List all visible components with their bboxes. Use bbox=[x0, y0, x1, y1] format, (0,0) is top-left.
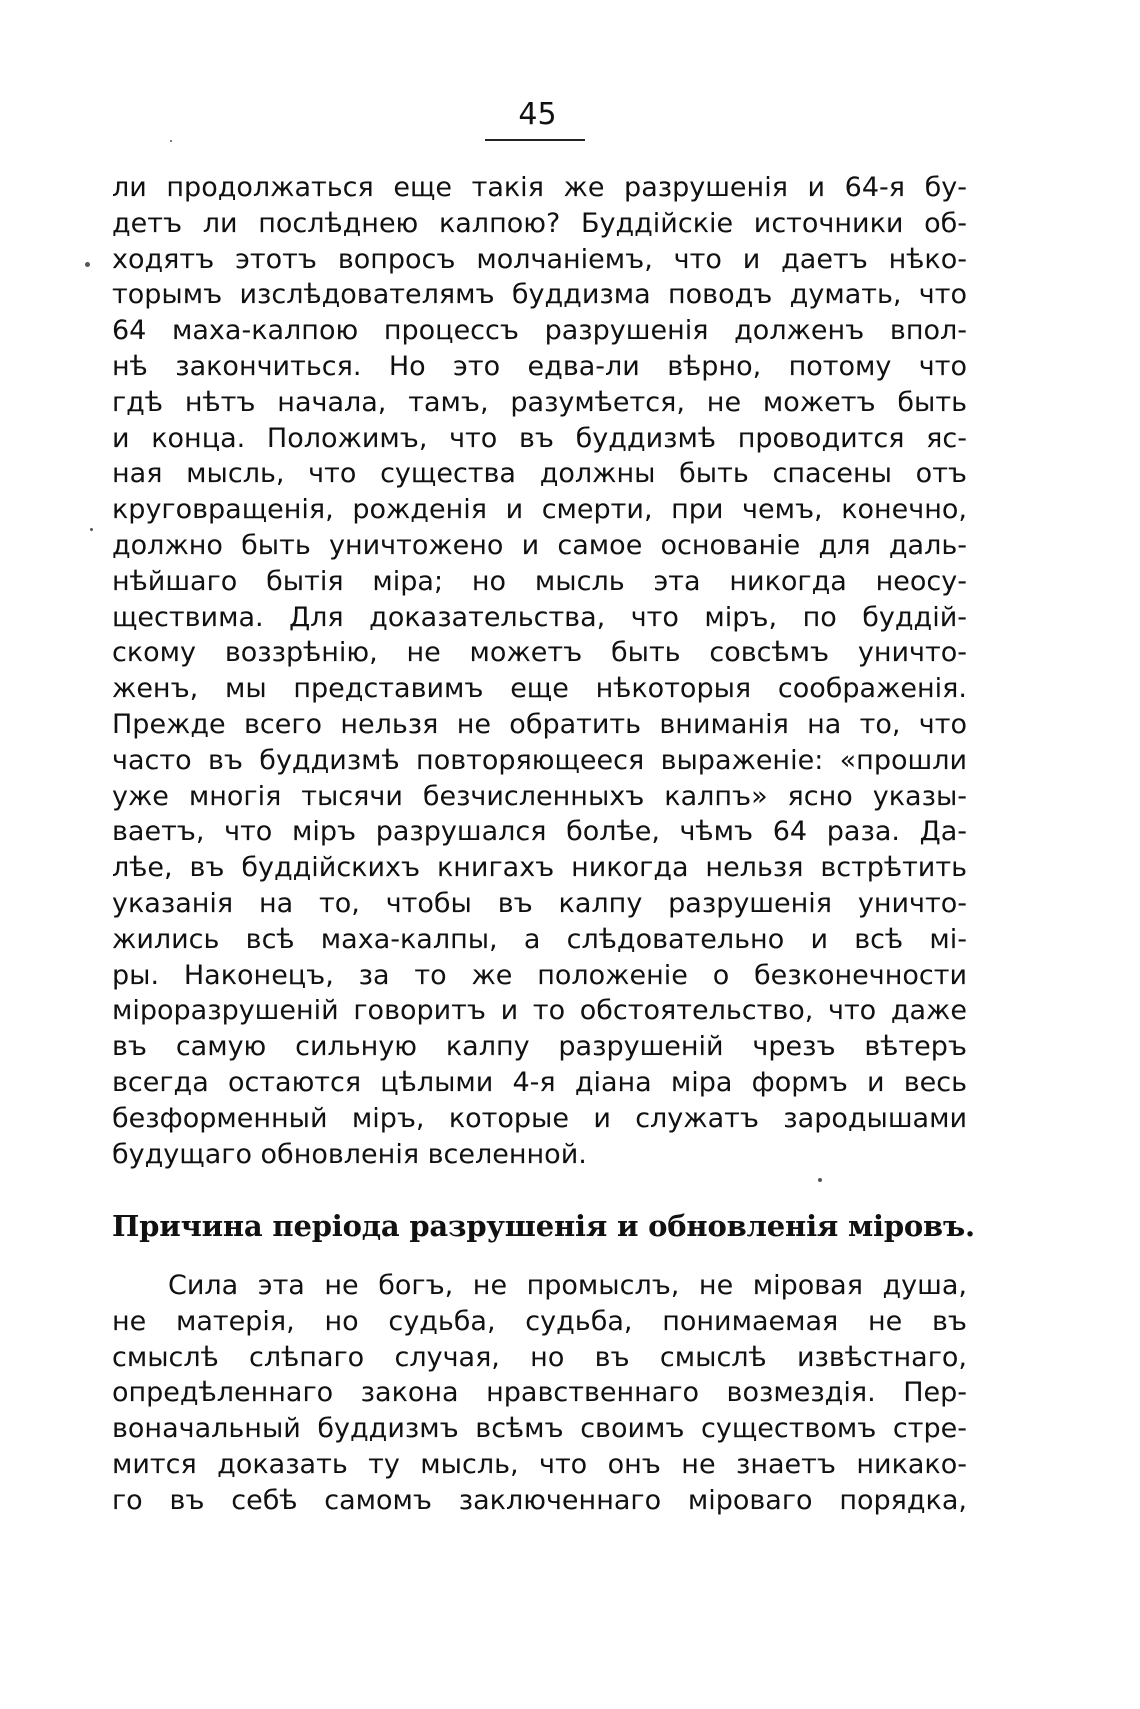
text-line: лѣе, въ буддійскихъ книгахъ никогда нельзя встрѣтить bbox=[112, 852, 967, 884]
text-line: всегда остаются цѣлыми 4-я діана міра формъ и весь bbox=[112, 1066, 967, 1098]
text-line: міроразрушеній говоритъ и то обстоятельство, что даже bbox=[112, 995, 967, 1027]
text-line: должно быть уничтожено и самое основаніе для даль- bbox=[112, 529, 967, 561]
text-line: въ самую сильную калпу разрушеній чрезъ вѣтеръ bbox=[112, 1031, 967, 1063]
text-line: скому воззрѣнію, не можетъ быть совсѣмъ уничто- bbox=[112, 637, 967, 669]
text-line: 64 маха-калпою процессъ разрушенія долженъ впол- bbox=[112, 315, 967, 347]
text-line: женъ, мы представимъ еще нѣкоторыя соображенія. bbox=[112, 673, 967, 705]
text-line: ли продолжаться еще такія же разрушенія и 64-я бу- bbox=[112, 172, 967, 203]
text-line: ществима. Для доказательства, что міръ, по буддій- bbox=[112, 601, 967, 633]
text-line: часто въ буддизмѣ повторяющееся выраженіе: «прошли bbox=[112, 744, 967, 776]
scan-speck bbox=[170, 140, 172, 142]
text-line: Сила эта не богъ, не промыслъ, не міровая душа, bbox=[168, 1270, 967, 1301]
text-line: указанія на то, чтобы въ калпу разрушенія уничто- bbox=[112, 887, 967, 919]
text-line: будущаго обновленія вселенной. bbox=[112, 1138, 587, 1170]
text-line: жились всѣ маха-калпы, а слѣдовательно и всѣ мі- bbox=[112, 923, 967, 955]
page-number-rule bbox=[485, 139, 585, 141]
text-line: детъ ли послѣднею калпою? Буддійскіе источники об- bbox=[112, 207, 967, 239]
scan-speck bbox=[85, 262, 90, 267]
text-line: и конца. Положимъ, что въ буддизмѣ проводится яс- bbox=[112, 422, 967, 454]
text-line: смыслѣ слѣпаго случая, но въ смыслѣ извѣстнаго, bbox=[112, 1341, 967, 1373]
paragraph-2 bbox=[112, 1268, 967, 1519]
text-line: гдѣ нѣтъ начала, тамъ, разумѣется, не можетъ быть bbox=[112, 386, 967, 418]
scan-speck bbox=[818, 1178, 822, 1182]
text-line: ваетъ, что міръ разрушался болѣе, чѣмъ 64 раза. Да- bbox=[112, 816, 967, 848]
text-line: безформенный міръ, которые и служатъ зародышами bbox=[112, 1102, 967, 1134]
text-line: опредѣленнаго закона нравственнаго возмездія. Пер- bbox=[112, 1377, 967, 1409]
text-line: ходятъ этотъ вопросъ молчаніемъ, что и даетъ нѣко- bbox=[112, 243, 967, 275]
text-line: круговращенія, рожденія и смерти, при чемъ, конечно, bbox=[112, 494, 967, 526]
paragraph-1 bbox=[112, 170, 967, 1172]
text-line: торымъ изслѣдователямъ буддизма поводъ думать, что bbox=[112, 279, 967, 311]
section-heading: Причина періода разрушенія и обновленія міровъ. bbox=[112, 1209, 975, 1243]
text-line: воначальный буддизмъ всѣмъ своимъ существомъ стре- bbox=[112, 1413, 967, 1445]
text-line: не матерія, но судьба, судьба, понимаемая не въ bbox=[112, 1305, 967, 1337]
text-line: ная мысль, что существа должны быть спасены отъ bbox=[112, 458, 967, 490]
text-line: Прежде всего нельзя не обратить вниманія на то, что bbox=[112, 708, 967, 740]
text-line: го въ себѣ самомъ заключеннаго міроваго порядка, bbox=[112, 1484, 967, 1516]
text-line: ры. Наконецъ, за то же положеніе о безконечности bbox=[112, 959, 967, 991]
page-number: 45 bbox=[518, 97, 557, 132]
scan-speck bbox=[90, 528, 93, 531]
text-line: уже многія тысячи безчисленныхъ калпъ» ясно указы- bbox=[112, 780, 967, 812]
text-line: нѣ закончиться. Но это едва-ли вѣрно, потому что bbox=[112, 350, 967, 382]
text-line: мится доказать ту мысль, что онъ не знаетъ никако- bbox=[112, 1448, 967, 1480]
text-line: нѣйшаго бытія міра; но мысль эта никогда неосу- bbox=[112, 565, 967, 597]
